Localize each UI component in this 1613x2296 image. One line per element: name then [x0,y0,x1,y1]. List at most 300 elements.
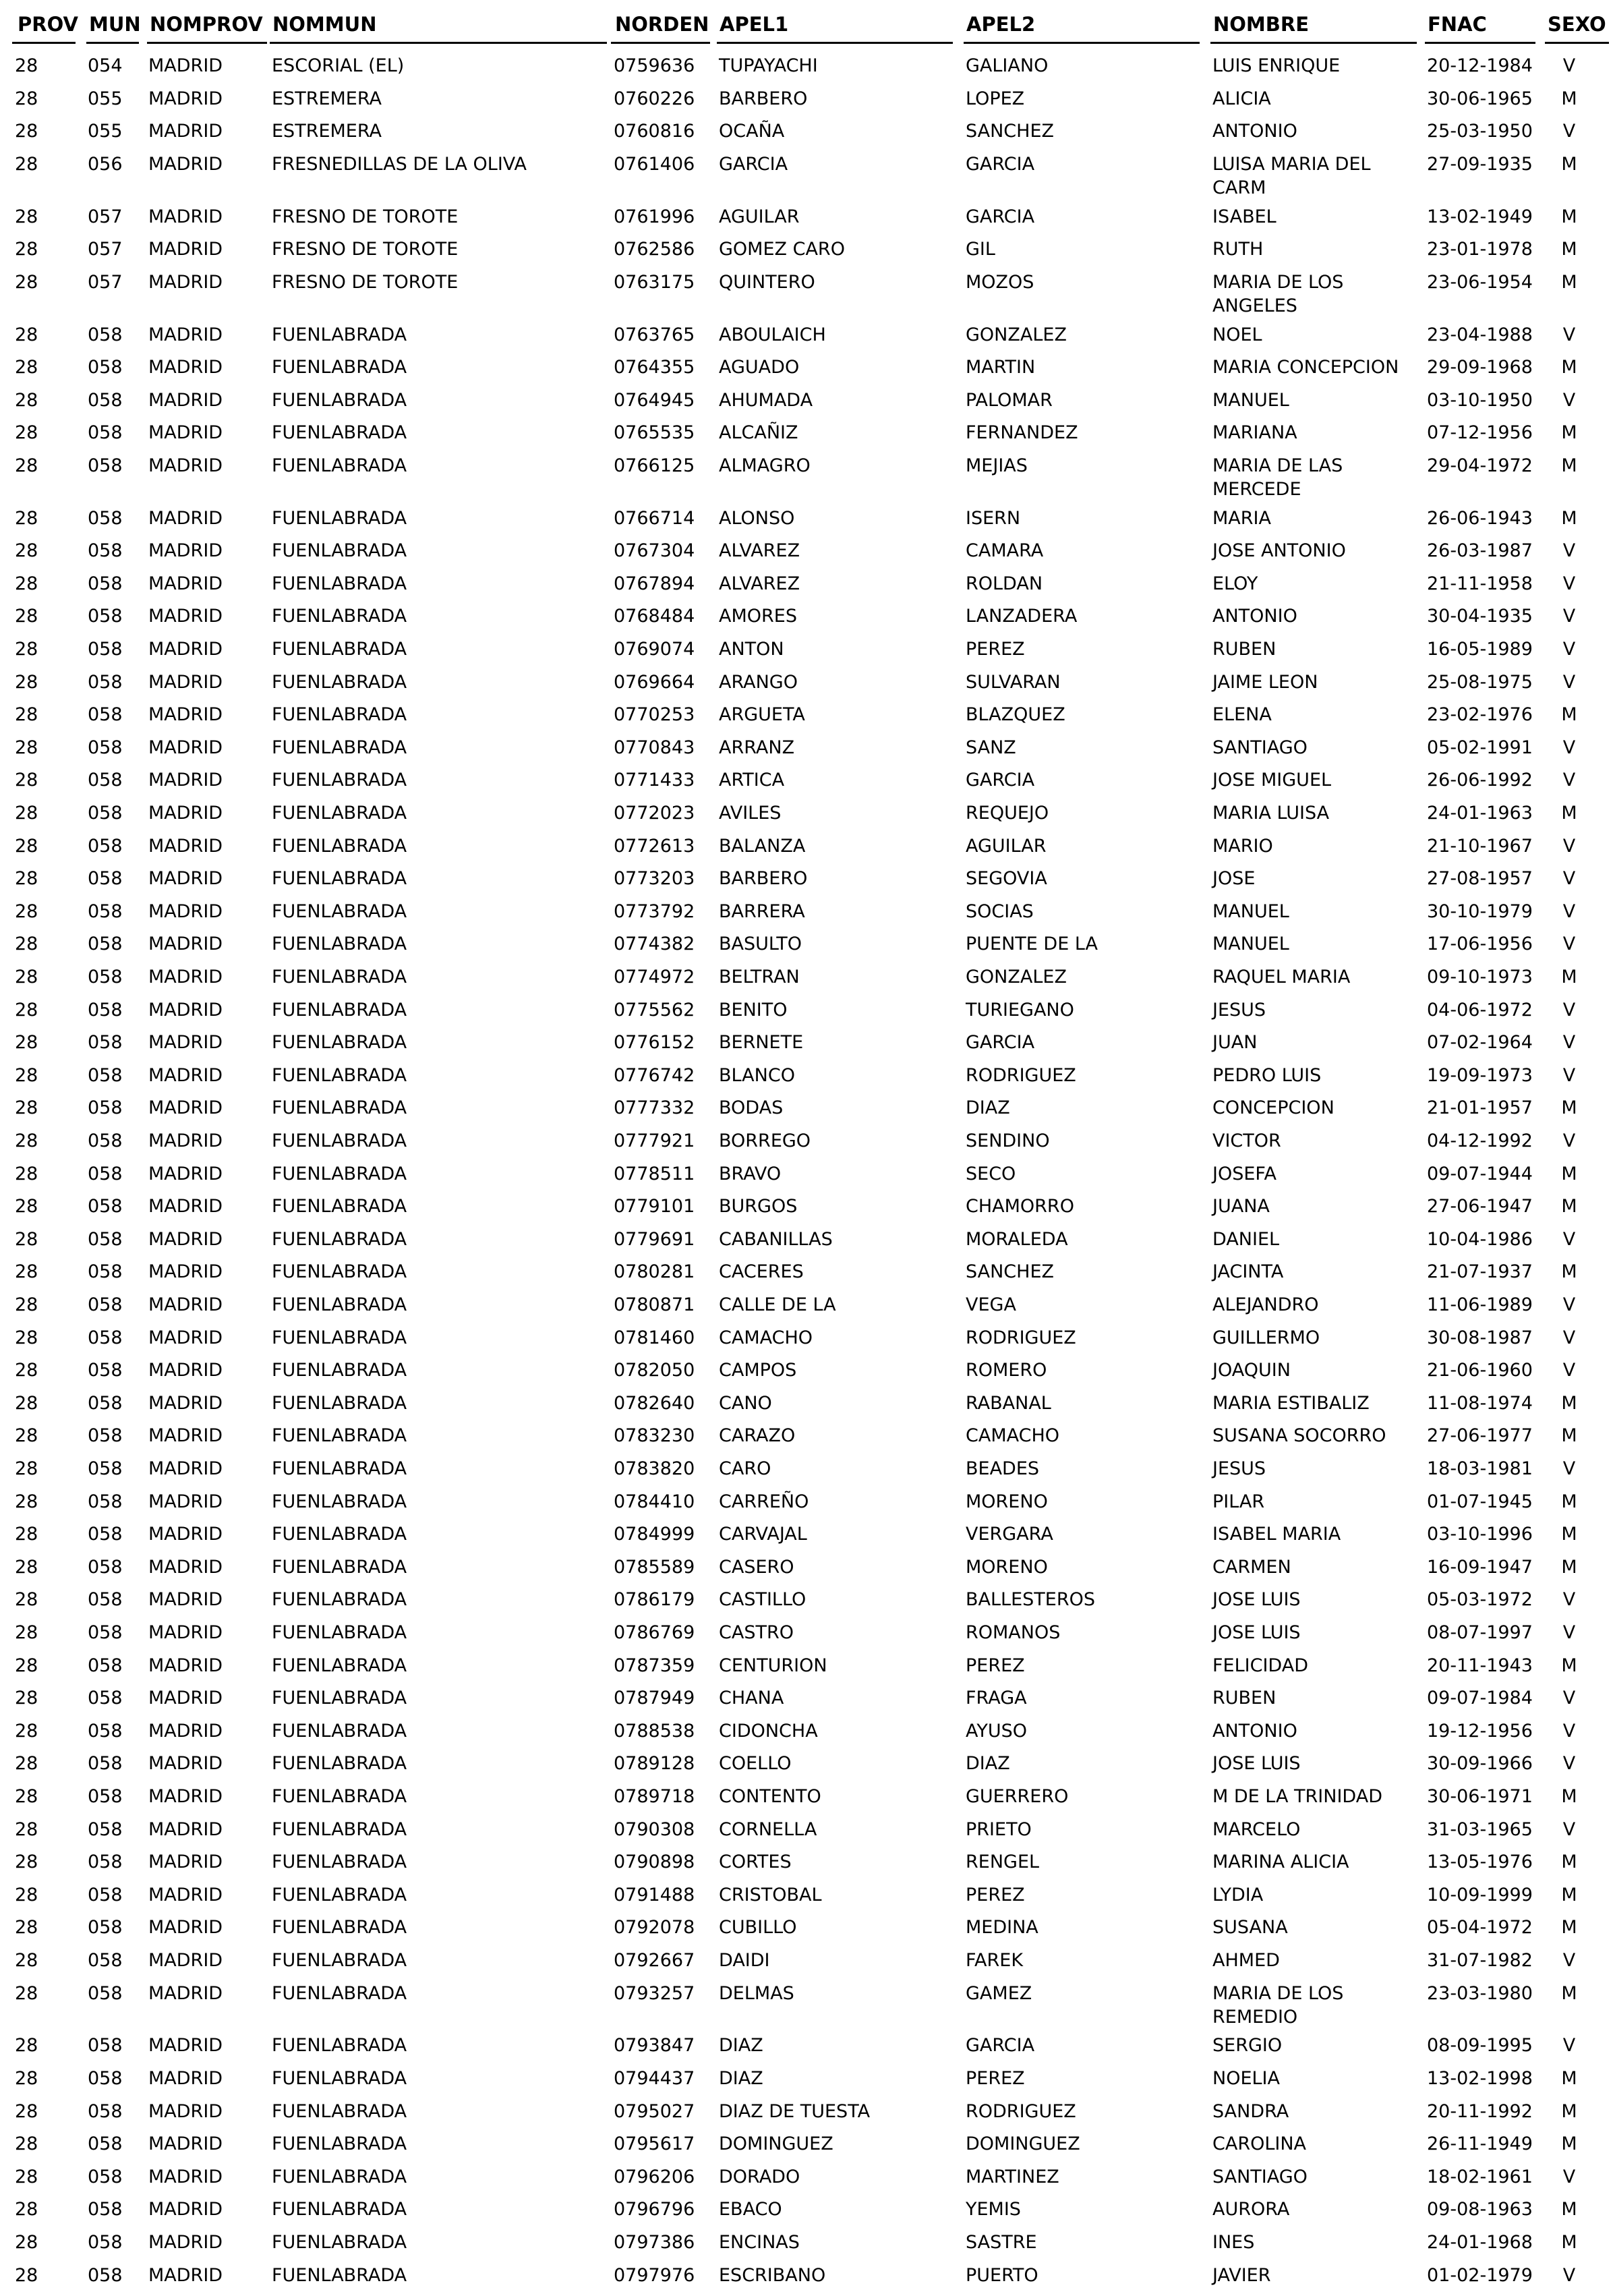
cell-nomprov: MADRID [148,508,223,529]
cell-apel2: GARCIA [966,206,1035,227]
cell-prov: 28 [15,1786,38,1807]
cell-fnac: 20-11-1943 [1427,1655,1533,1676]
cell-mun: 058 [88,2133,123,2154]
cell-nommun: ESTREMERA [272,88,382,109]
cell-fnac: 23-03-1980 [1427,1983,1533,2004]
cell-nomprov: MADRID [148,2035,223,2056]
cell-apel2: MORENO [966,1491,1048,1512]
cell-nombre: ELENA [1212,704,1272,725]
cell-sexo: M [1561,1425,1577,1446]
cell-fnac: 09-07-1984 [1427,1688,1533,1709]
cell-apel1: AMORES [719,606,797,627]
cell-apel2: DIAZ [966,1753,1010,1774]
cell-prov: 28 [15,1294,38,1315]
cell-prov: 28 [15,2232,38,2253]
cell-apel1: CIDONCHA [719,1721,818,1742]
cell-norden: 0775562 [614,1000,695,1021]
cell-mun: 058 [88,1164,123,1184]
cell-apel1: ARGUETA [719,704,805,725]
cell-mun: 058 [88,737,123,758]
cell-norden: 0783820 [614,1458,695,1479]
cell-nommun: FRESNO DE TOROTE [272,239,459,260]
cell-fnac: 25-03-1950 [1427,121,1533,142]
cell-nombre: JOSE LUIS [1212,1753,1301,1774]
cell-mun: 058 [88,1327,123,1348]
cell-apel1: CASTILLO [719,1589,806,1610]
cell-apel2: VERGARA [966,1524,1053,1545]
cell-nomprov: MADRID [148,154,223,175]
cell-sexo: M [1561,2101,1577,2122]
cell-fnac: 11-06-1989 [1427,1294,1533,1315]
cell-nombre: MARIA CONCEPCION [1212,357,1399,378]
cell-prov: 28 [15,1229,38,1250]
cell-nomprov: MADRID [148,1196,223,1217]
cell-apel2: DIAZ [966,1097,1010,1118]
cell-apel1: BASULTO [719,934,802,954]
cell-prov: 28 [15,704,38,725]
cell-nomprov: MADRID [148,2101,223,2122]
cell-mun: 058 [88,770,123,791]
cell-mun: 058 [88,2035,123,2056]
cell-nommun: FUENLABRADA [272,1655,407,1676]
cell-fnac: 19-12-1956 [1427,1721,1533,1742]
cell-sexo: V [1562,2265,1576,2286]
cell-mun: 058 [88,2166,123,2187]
cell-nombre: JESUS [1212,1000,1266,1021]
cell-mun: 058 [88,1393,123,1414]
cell-fnac: 30-09-1966 [1427,1753,1533,1774]
cell-nomprov: MADRID [148,1917,223,1938]
header-underline [12,42,76,44]
cell-norden: 0762586 [614,239,695,260]
cell-nommun: FUENLABRADA [272,1917,407,1938]
cell-sexo: V [1562,1753,1576,1774]
cell-prov: 28 [15,357,38,378]
cell-nombre: MARIANA [1212,422,1297,443]
cell-nombre: SANDRA [1212,2101,1289,2122]
cell-nombre: JOSE MIGUEL [1212,770,1332,791]
cell-norden: 0760226 [614,88,695,109]
cell-apel2: MORENO [966,1557,1048,1578]
cell-nombre: M DE LA TRINIDAD [1212,1786,1382,1807]
cell-nommun: FUENLABRADA [272,1885,407,1905]
cell-mun: 058 [88,1753,123,1774]
cell-nombre: ISABEL [1212,206,1277,227]
cell-mun: 058 [88,2199,123,2220]
cell-nombre: MARINA ALICIA [1212,1852,1349,1872]
cell-norden: 0780871 [614,1294,695,1315]
cell-prov: 28 [15,1852,38,1872]
cell-apel1: DIAZ [719,2068,763,2089]
cell-mun: 058 [88,868,123,889]
cell-nomprov: MADRID [148,2068,223,2089]
cell-fnac: 26-06-1992 [1427,770,1533,791]
cell-apel2: SASTRE [966,2232,1037,2253]
cell-nomprov: MADRID [148,934,223,954]
cell-nommun: FUENLABRADA [272,1425,407,1446]
cell-apel2: FAREK [966,1950,1024,1971]
cell-mun: 058 [88,1097,123,1118]
cell-norden: 0766125 [614,455,695,476]
cell-nombre: NOEL [1212,324,1262,345]
cell-apel1: ALVAREZ [719,540,800,561]
cell-norden: 0772023 [614,803,695,824]
column-header-mun: MUN [89,13,141,36]
cell-nomprov: MADRID [148,1721,223,1742]
cell-sexo: M [1561,1655,1577,1676]
cell-nombre: SERGIO [1212,2035,1283,2056]
cell-apel1: CARO [719,1458,771,1479]
cell-nombre: JESUS [1212,1458,1266,1479]
cell-apel2: PUENTE DE LA [966,934,1098,954]
cell-mun: 058 [88,1622,123,1643]
cell-apel2: MEDINA [966,1917,1038,1938]
cell-fnac: 19-09-1973 [1427,1065,1533,1086]
cell-prov: 28 [15,1130,38,1151]
cell-nommun: FRESNO DE TOROTE [272,206,459,227]
cell-apel2: SANCHEZ [966,121,1055,142]
cell-apel1: ARRANZ [719,737,795,758]
cell-apel2: BALLESTEROS [966,1589,1095,1610]
cell-nommun: FUENLABRADA [272,390,407,411]
cell-norden: 0789128 [614,1753,695,1774]
cell-apel2: MORALEDA [966,1229,1068,1250]
cell-prov: 28 [15,1983,38,2004]
column-header-sexo: SEXO [1548,13,1606,36]
cell-apel2: SENDINO [966,1130,1050,1151]
cell-sexo: V [1562,1000,1576,1021]
cell-norden: 0764355 [614,357,695,378]
cell-fnac: 11-08-1974 [1427,1393,1533,1414]
cell-sexo: M [1561,1097,1577,1118]
cell-mun: 058 [88,455,123,476]
cell-nomprov: MADRID [148,422,223,443]
cell-apel1: BALANZA [719,836,806,857]
cell-mun: 058 [88,1000,123,1021]
cell-apel1: OCAÑA [719,121,785,142]
cell-apel1: ALCAÑIZ [719,422,798,443]
cell-apel1: BRAVO [719,1164,782,1184]
cell-nombre: MARIA ESTIBALIZ [1212,1393,1370,1414]
cell-sexo: V [1562,2166,1576,2187]
cell-nomprov: MADRID [148,1491,223,1512]
header-underline [611,42,710,44]
cell-sexo: V [1562,1294,1576,1315]
cell-nommun: FUENLABRADA [272,2068,407,2089]
cell-nomprov: MADRID [148,967,223,987]
cell-prov: 28 [15,1360,38,1381]
cell-nombre: LYDIA [1212,1885,1264,1905]
cell-sexo: V [1562,1032,1576,1053]
cell-apel2: PRIETO [966,1819,1032,1840]
cell-norden: 0796796 [614,2199,695,2220]
cell-fnac: 30-04-1935 [1427,606,1533,627]
cell-nombre: JOSE ANTONIO [1212,540,1346,561]
cell-nombre: JOSEFA [1212,1164,1277,1184]
cell-nommun: FUENLABRADA [272,2265,407,2286]
cell-norden: 0787359 [614,1655,695,1676]
cell-fnac: 29-04-1972 [1427,455,1533,476]
cell-nombre: AHMED [1212,1950,1280,1971]
cell-apel2: CAMARA [966,540,1044,561]
cell-apel2: GAMEZ [966,1983,1032,2004]
cell-nombre: MARIA DE LOS REMEDIO [1212,1983,1344,2028]
cell-nombre: GUILLERMO [1212,1327,1320,1348]
header-underline [147,42,267,44]
cell-apel1: CARAZO [719,1425,796,1446]
cell-apel1: CONTENTO [719,1786,821,1807]
cell-prov: 28 [15,672,38,693]
cell-fnac: 08-07-1997 [1427,1622,1533,1643]
cell-apel2: MARTIN [966,357,1036,378]
cell-nombre: INES [1212,2232,1255,2253]
cell-norden: 0789718 [614,1786,695,1807]
cell-norden: 0797976 [614,2265,695,2286]
cell-apel1: DELMAS [719,1983,794,2004]
cell-nommun: FUENLABRADA [272,540,407,561]
cell-nomprov: MADRID [148,1229,223,1250]
cell-nomprov: MADRID [148,2166,223,2187]
cell-fnac: 07-12-1956 [1427,422,1533,443]
cell-nomprov: MADRID [148,770,223,791]
cell-nombre: JACINTA [1212,1261,1284,1282]
cell-nomprov: MADRID [148,639,223,660]
cell-fnac: 05-04-1972 [1427,1917,1533,1938]
cell-norden: 0777332 [614,1097,695,1118]
cell-nombre: JOSE [1212,868,1256,889]
cell-apel2: REQUEJO [966,803,1049,824]
cell-nommun: FUENLABRADA [272,508,407,529]
cell-nommun: FUENLABRADA [272,1229,407,1250]
cell-sexo: M [1561,1786,1577,1807]
cell-nombre: CONCEPCION [1212,1097,1335,1118]
cell-mun: 058 [88,704,123,725]
cell-prov: 28 [15,1589,38,1610]
cell-nombre: CARMEN [1212,1557,1291,1578]
cell-prov: 28 [15,1950,38,1971]
cell-norden: 0781460 [614,1327,695,1348]
cell-nomprov: MADRID [148,1393,223,1414]
cell-sexo: V [1562,573,1576,594]
cell-fnac: 24-01-1963 [1427,803,1533,824]
cell-fnac: 23-02-1976 [1427,704,1533,725]
cell-nomprov: MADRID [148,1360,223,1381]
cell-apel1: CHANA [719,1688,784,1709]
cell-apel2: RODRIGUEZ [966,1327,1076,1348]
cell-mun: 058 [88,1458,123,1479]
cell-apel1: DIAZ [719,2035,763,2056]
cell-mun: 058 [88,639,123,660]
cell-nombre: ELOY [1212,573,1258,594]
cell-nommun: FUENLABRADA [272,2166,407,2187]
cell-nomprov: MADRID [148,1819,223,1840]
cell-prov: 28 [15,573,38,594]
cell-norden: 0783230 [614,1425,695,1446]
cell-sexo: V [1562,1688,1576,1709]
cell-apel1: BENITO [719,1000,788,1021]
cell-prov: 28 [15,1688,38,1709]
cell-apel1: BURGOS [719,1196,798,1217]
cell-mun: 058 [88,2265,123,2286]
cell-mun: 058 [88,573,123,594]
header-underline [1425,42,1535,44]
cell-nommun: FUENLABRADA [272,573,407,594]
cell-apel2: SOCIAS [966,901,1034,922]
cell-apel2: PALOMAR [966,390,1053,411]
cell-prov: 28 [15,2265,38,2286]
cell-norden: 0795617 [614,2133,695,2154]
header-underline [964,42,1200,44]
cell-sexo: V [1562,1360,1576,1381]
cell-norden: 0765535 [614,422,695,443]
cell-mun: 058 [88,901,123,922]
cell-mun: 058 [88,390,123,411]
cell-nomprov: MADRID [148,357,223,378]
cell-fnac: 16-05-1989 [1427,639,1533,660]
cell-fnac: 23-04-1988 [1427,324,1533,345]
column-header-prov: PROV [18,13,78,36]
cell-apel2: GUERRERO [966,1786,1069,1807]
header-underline [1210,42,1417,44]
cell-sexo: V [1562,639,1576,660]
cell-norden: 0790898 [614,1852,695,1872]
cell-apel1: ENCINAS [719,2232,800,2253]
cell-prov: 28 [15,239,38,260]
cell-norden: 0767304 [614,540,695,561]
cell-nomprov: MADRID [148,704,223,725]
cell-fnac: 26-03-1987 [1427,540,1533,561]
cell-apel2: ROLDAN [966,573,1043,594]
cell-apel2: CAMACHO [966,1425,1060,1446]
cell-apel2: PEREZ [966,1885,1025,1905]
cell-apel1: AHUMADA [719,390,813,411]
cell-apel1: CAMACHO [719,1327,813,1348]
header-underline [270,42,607,44]
cell-sexo: M [1561,1393,1577,1414]
cell-prov: 28 [15,1885,38,1905]
cell-nombre: SUSANA SOCORRO [1212,1425,1386,1446]
cell-sexo: M [1561,2068,1577,2089]
cell-mun: 058 [88,540,123,561]
cell-nomprov: MADRID [148,1065,223,1086]
cell-nomprov: MADRID [148,324,223,345]
cell-apel1: CARREÑO [719,1491,809,1512]
cell-prov: 28 [15,836,38,857]
cell-nommun: FUENLABRADA [272,1589,407,1610]
cell-nombre: MANUEL [1212,901,1289,922]
cell-apel1: CALLE DE LA [719,1294,836,1315]
cell-prov: 28 [15,88,38,109]
cell-prov: 28 [15,206,38,227]
cell-apel2: SANCHEZ [966,1261,1055,1282]
cell-sexo: V [1562,540,1576,561]
header-underline [1545,42,1609,44]
cell-prov: 28 [15,737,38,758]
header-underline [86,42,139,44]
cell-sexo: M [1561,357,1577,378]
cell-prov: 28 [15,1655,38,1676]
cell-fnac: 05-02-1991 [1427,737,1533,758]
cell-nommun: FUENLABRADA [272,606,407,627]
cell-norden: 0779691 [614,1229,695,1250]
cell-nommun: FUENLABRADA [272,2101,407,2122]
cell-nomprov: MADRID [148,573,223,594]
cell-nommun: FUENLABRADA [272,1294,407,1315]
cell-fnac: 31-03-1965 [1427,1819,1533,1840]
column-header-nommun: NOMMUN [272,13,377,36]
cell-apel2: MEJIAS [966,455,1028,476]
cell-nommun: FUENLABRADA [272,1261,407,1282]
cell-apel1: ALVAREZ [719,573,800,594]
cell-prov: 28 [15,2199,38,2220]
cell-prov: 28 [15,1065,38,1086]
cell-mun: 058 [88,1917,123,1938]
cell-sexo: M [1561,803,1577,824]
cell-apel2: CHAMORRO [966,1196,1074,1217]
cell-mun: 058 [88,1983,123,2004]
cell-prov: 28 [15,2035,38,2056]
cell-apel2: VEGA [966,1294,1016,1315]
cell-prov: 28 [15,1917,38,1938]
cell-prov: 28 [15,967,38,987]
cell-apel1: ARANGO [719,672,798,693]
cell-nommun: FUENLABRADA [272,737,407,758]
cell-nomprov: MADRID [148,1425,223,1446]
cell-prov: 28 [15,1425,38,1446]
cell-mun: 058 [88,1950,123,1971]
cell-apel2: SEGOVIA [966,868,1047,889]
cell-nombre: MARIA DE LOS ANGELES [1212,272,1344,316]
cell-sexo: V [1562,737,1576,758]
cell-mun: 058 [88,803,123,824]
cell-apel2: AYUSO [966,1721,1028,1742]
cell-nombre: SANTIAGO [1212,737,1308,758]
cell-sexo: M [1561,422,1577,443]
cell-nomprov: MADRID [148,1327,223,1348]
cell-norden: 0786179 [614,1589,695,1610]
cell-norden: 0770253 [614,704,695,725]
cell-apel1: AVILES [719,803,782,824]
cell-apel1: DOMINGUEZ [719,2133,833,2154]
cell-sexo: M [1561,154,1577,175]
cell-apel1: CARVAJAL [719,1524,807,1545]
cell-norden: 0770843 [614,737,695,758]
cell-sexo: V [1562,934,1576,954]
cell-apel2: AGUILAR [966,836,1047,857]
cell-sexo: V [1562,1229,1576,1250]
cell-mun: 058 [88,1557,123,1578]
cell-apel2: MOZOS [966,272,1034,293]
cell-norden: 0777921 [614,1130,695,1151]
cell-apel1: GOMEZ CARO [719,239,845,260]
cell-sexo: M [1561,1852,1577,1872]
cell-norden: 0782640 [614,1393,695,1414]
cell-norden: 0774972 [614,967,695,987]
cell-nomprov: MADRID [148,1852,223,1872]
cell-apel2: RENGEL [966,1852,1040,1872]
cell-nombre: ISABEL MARIA [1212,1524,1341,1545]
cell-apel1: CUBILLO [719,1917,797,1938]
cell-apel1: BELTRAN [719,967,800,987]
cell-norden: 0759636 [614,55,695,76]
cell-nombre: JOSE LUIS [1212,1589,1301,1610]
cell-nomprov: MADRID [148,672,223,693]
cell-nombre: ANTONIO [1212,606,1297,627]
cell-nomprov: MADRID [148,540,223,561]
cell-fnac: 24-01-1968 [1427,2232,1533,2253]
cell-prov: 28 [15,1261,38,1282]
cell-fnac: 05-03-1972 [1427,1589,1533,1610]
